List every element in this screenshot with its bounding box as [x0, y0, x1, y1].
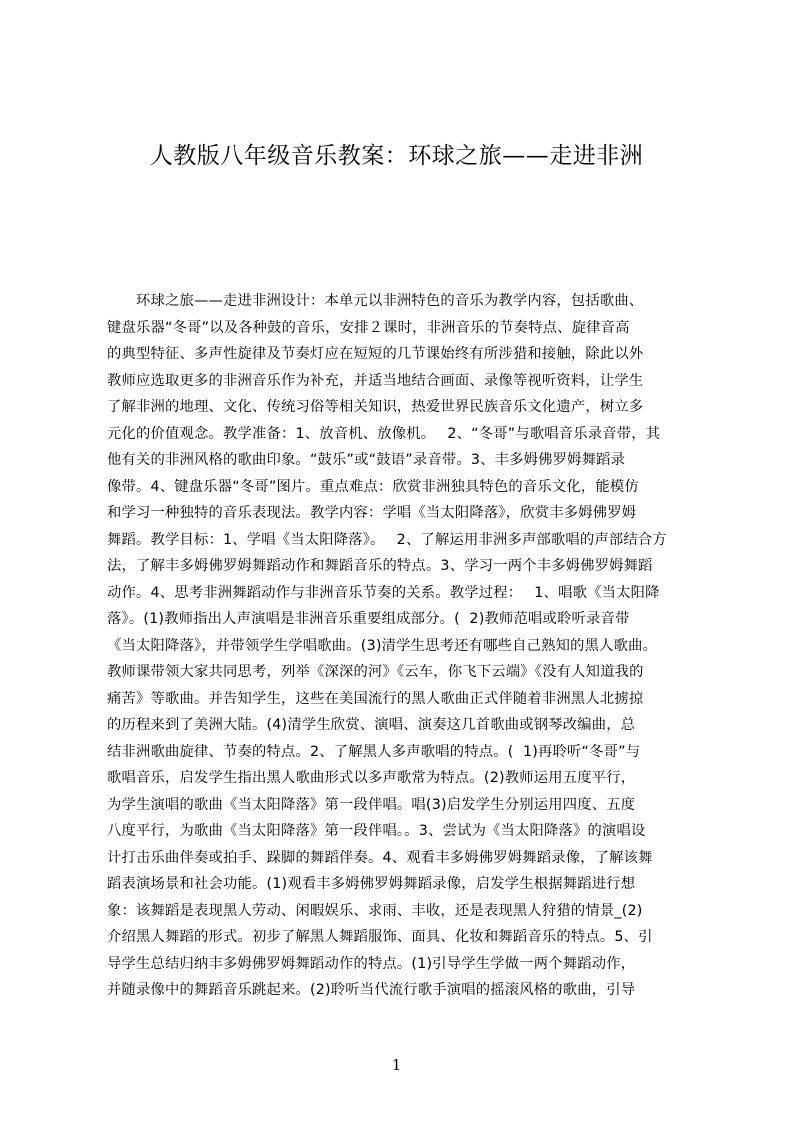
body-line: 八度平行，为歌曲《当太阳降落》第一段伴唱。。3、尝试为《当太阳降落》的演唱设 [107, 823, 646, 839]
body-line: 舞蹈。教学目标：1、学唱《当太阳降落》。 2、了解运用非洲多声部歌唱的声部结合方 [107, 531, 667, 548]
body-line: 元化的价值观念。教学准备：1、放音机、放像机。 2、“冬哥”与歌唱音乐录音带，其 [107, 425, 661, 442]
body-line: 教师课带领大家共同思考，列举《深深的河》《云车，你飞下云端》《没有人知道我的 [107, 664, 644, 680]
body-line: 落》。(1)教师指出人声演唱是非洲音乐重要组成部分。( 2)教师范唱或聆听录音带 [107, 611, 630, 627]
body-line: 的典型特征、多声性旋律及节奏灯应在短短的几节课始终有所涉猎和接触，除此以外 [107, 346, 644, 362]
body-line: 的历程来到了美洲大陆。(4)清学生欣赏、演唱、演奏这几首歌曲或钢琴改编曲，总 [107, 717, 636, 733]
body-line: 和学习一种独特的音乐表现法。教学内容：学唱《当太阳降落》，欣赏丰多姆佛罗姆 [107, 505, 637, 521]
body-line: 歌唱音乐，启发学生指出黑人歌曲形式以多声歌常为特点。(2)教师运用五度平行， [107, 770, 636, 786]
body-line: 键盘乐器“冬哥”以及各种鼓的音乐，安排２课时，非洲音乐的节奏特点、旋律音高 [107, 319, 630, 336]
body-line: 他有关的非洲风格的歌曲印象。“鼓乐”或“鼓语”录音带。3、丰多姆佛罗姆舞蹈录 [107, 452, 626, 468]
body-line: 教师应选取更多的非洲音乐作为补充，并适当地结合画面、录像等视听资料，让学生 [107, 372, 644, 389]
body-line: 痛苦》等歌曲。并告知学生，这些在美国流行的黑人歌曲正式伴随着非洲黑人北掳掠 [107, 690, 644, 707]
document-body [107, 288, 697, 1036]
body-line: 蹈表演场景和社会功能。(1)观看丰多姆佛罗姆舞蹈录像，启发学生根据舞蹈进行想 [107, 876, 636, 892]
body-line: 导学生总结归纳丰多姆佛罗姆舞蹈动作的特点。(1)引导学生学做一两个舞蹈动作， [107, 955, 636, 972]
body-line: 法，了解丰多姆佛罗姆舞蹈动作和舞蹈音乐的特点。3、学习一两个丰多姆佛罗姆舞蹈 [107, 558, 653, 574]
body-line: 象：该舞蹈是表现黑人劳动、闲暇娱乐、求雨、丰收，还是表现黑人狩猎的情景_(2) [107, 902, 643, 919]
body-line: 环球之旅——走进非洲设计：本单元以非洲特色的音乐为教学内容，包括歌曲、 [107, 293, 644, 309]
body-line: 为学生演唱的歌曲《当太阳降落》第一段伴唱。唱(3)启发学生分别运用四度、五度 [107, 796, 636, 813]
body-line: 《当太阳降落》，并带领学生学唱歌曲。(3)清学生思考还有哪些自己熟知的黑人歌曲。 [107, 637, 658, 654]
body-line: 并随录像中的舞蹈音乐跳起来。(2)聆听当代流行歌手演唱的摇滚风格的歌曲，引导 [107, 982, 636, 998]
body-line: 介绍黑人舞蹈的形式。初步了解黑人舞蹈服饰、面具、化妆和舞蹈音乐的特点。5、引 [107, 929, 653, 945]
body-line: 结非洲歌曲旋律、节奏的特点。2、了解黑人多声歌唱的特点。( 1)再聆听“冬哥”与 [107, 743, 641, 760]
body-line: 了解非洲的地理、文化、传统习俗等相关知识，热爱世界民族音乐文化遗产，树立多 [107, 399, 644, 415]
page-number: 1 [391, 1056, 402, 1074]
body-line: 像带。4、键盘乐器“冬哥”图片。重点难点：欣赏非洲独具特色的音乐文化，能模仿 [107, 478, 639, 495]
document-title: 人教版八年级音乐教案：环球之旅——走进非洲 [149, 143, 644, 169]
body-line: 计打击乐曲伴奏或拍手、跺脚的舞蹈伴奏。4、观看丰多姆佛罗姆舞蹈录像，了解该舞 [107, 849, 653, 866]
body-line: 动作。4、思考非洲舞蹈动作与非洲音乐节奏的关系。教学过程： 1、唱歌《当太阳降 [107, 584, 660, 601]
